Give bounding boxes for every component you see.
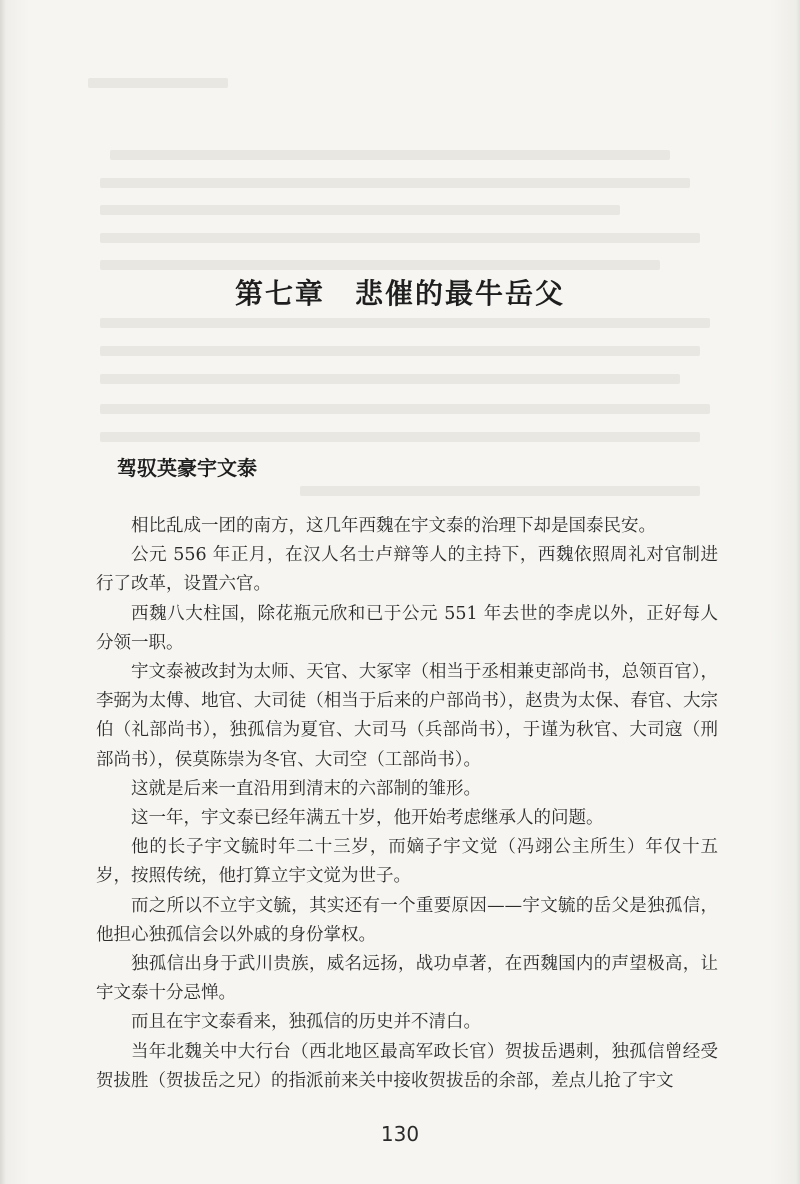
paragraph: 而且在宇文泰看来，独孤信的历史并不清白。 xyxy=(131,1012,481,1033)
bleed-through-line xyxy=(100,318,710,328)
paragraph: 他的长子宇文毓时年二十三岁，而嫡子宇文觉（冯翊公主所生）年仅十五岁，按照传统，他打算立宇文觉为世子。 xyxy=(96,837,718,887)
paragraph: 公元 556 年正月，在汉人名士卢辩等人的主持下，西魏依照周礼对官制进行了改革，设置六官。 xyxy=(96,545,718,595)
bleed-through-line xyxy=(110,150,670,160)
paragraph: 这一年，宇文泰已经年满五十岁，他开始考虑继承人的问题。 xyxy=(131,808,604,829)
paragraph: 这就是后来一直沿用到清末的六部制的雏形。 xyxy=(131,778,481,799)
page-number: 130 xyxy=(380,1122,420,1146)
bleed-through-line xyxy=(88,78,228,88)
bleed-through-line xyxy=(100,404,710,414)
bleed-through-line xyxy=(100,432,700,442)
bleed-through-line xyxy=(100,233,700,243)
paragraph: 相比乱成一团的南方，这几年西魏在宇文泰的治理下却是国泰民安。 xyxy=(131,516,656,536)
paragraph: 西魏八大柱国，除花瓶元欣和已于公元 551 年去世的李虎以外，正好每人分领一职。 xyxy=(96,603,718,653)
bleed-through-line xyxy=(100,346,700,356)
section-title: 驾驭英豪宇文泰 xyxy=(117,456,257,480)
body-text xyxy=(96,512,718,1096)
bleed-through-line xyxy=(300,486,700,496)
paragraph: 独孤信出身于武川贵族，威名远扬，战功卓著，在西魏国内的声望极高，让宇文泰十分忌惮。 xyxy=(96,954,718,1004)
bleed-through-line xyxy=(100,374,680,384)
bleed-through-line xyxy=(100,260,660,270)
paragraph: 而之所以不立宇文毓，其实还有一个重要原因——宇文毓的岳父是独孤信，他担心独孤信会以外戚的身份掌权。 xyxy=(96,895,718,945)
paragraph: 宇文泰被改封为太师、天官、大冢宰（相当于丞相兼吏部尚书，总领百官），李弼为太傅、地官、大司徒（相当于后来的户部尚书），赵贵为太保、春官、大宗伯（礼部尚书），独孤信为夏官、大司马（兵部尚书），于谨为秋官、大司寇（刑部尚书），侯莫陈崇为冬官、大司空（工部尚书）。 xyxy=(96,662,718,770)
paragraph: 当年北魏关中大行台（西北地区最高军政长官）贺拔岳遇刺，独孤信曾经受贺拔胜（贺拔岳之兄）的指派前来关中接收贺拔岳的余部，差点儿抢了宇文 xyxy=(96,1041,718,1091)
chapter-title: 第七章 悲催的最牛岳父 xyxy=(234,277,565,310)
bleed-through-line xyxy=(100,178,690,188)
bleed-through-line xyxy=(100,205,620,215)
